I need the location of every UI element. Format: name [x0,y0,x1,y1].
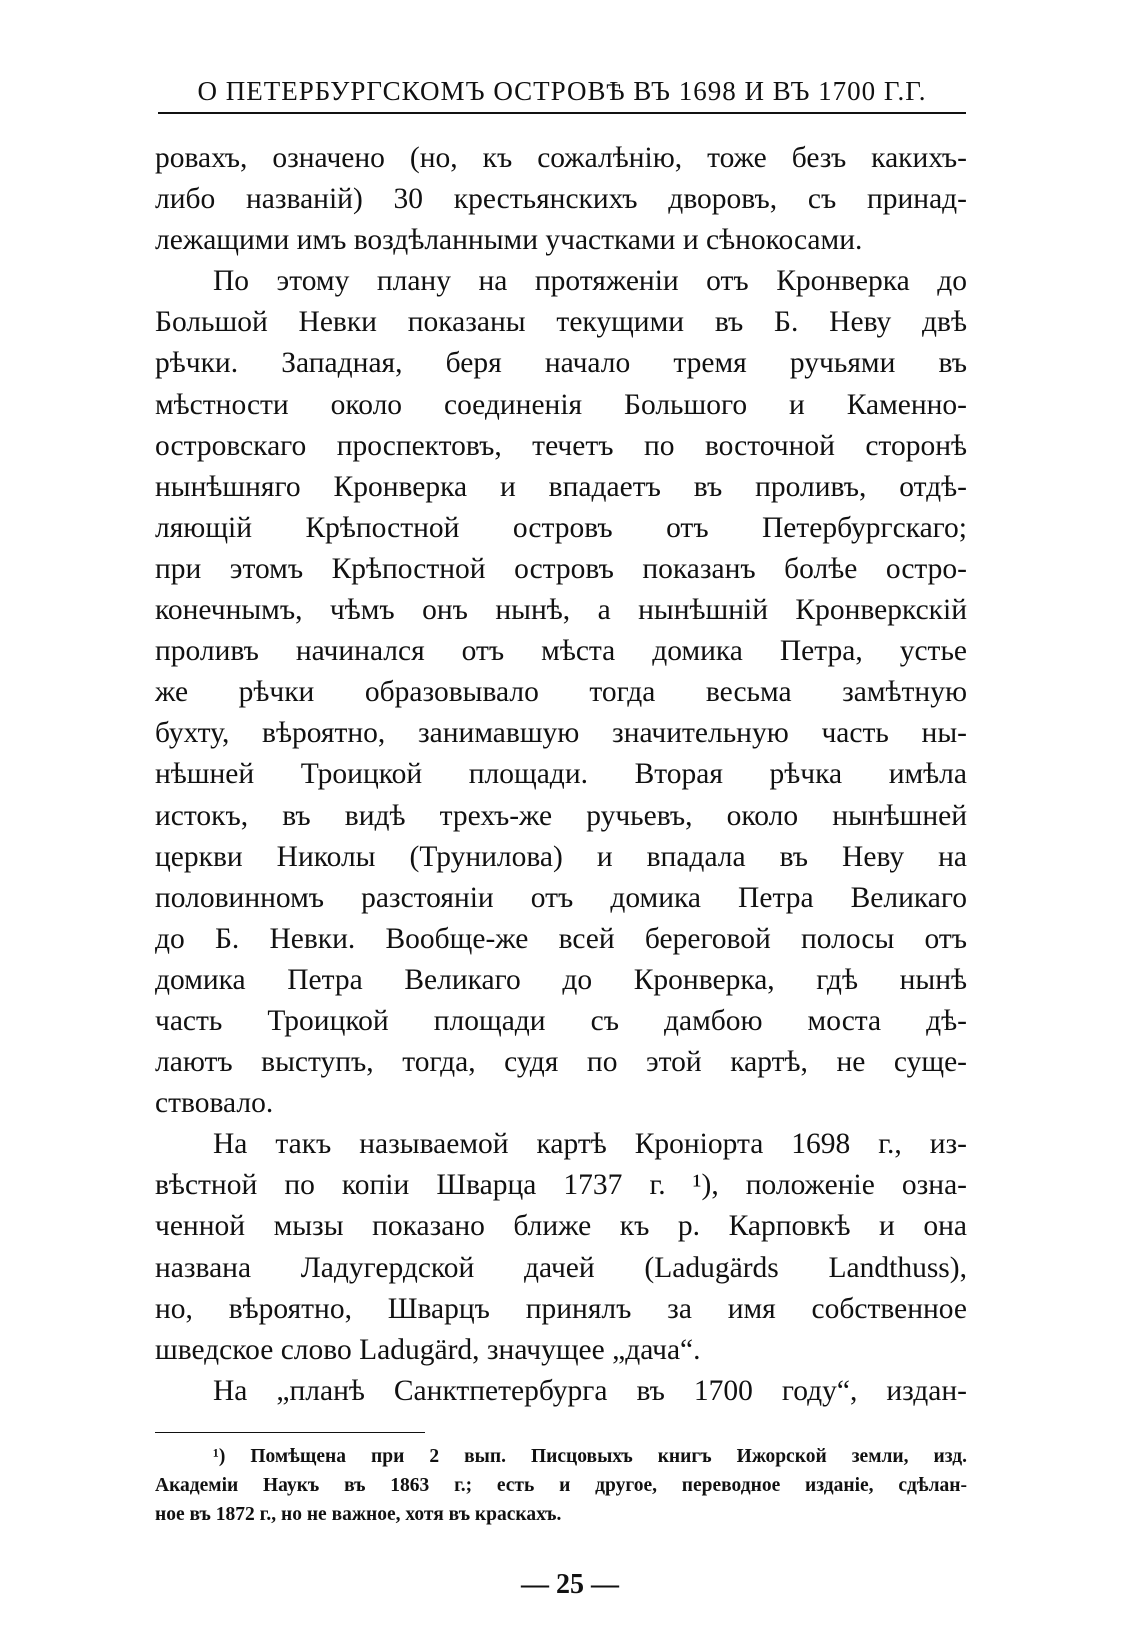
text-line: вѣстной по копіи Шварца 1737 г. ¹), положеніе озна- [155,1169,967,1202]
text-line: истокъ, въ видѣ трехъ-же ручьевъ, около нынѣшней [155,799,967,832]
paragraph-start-line: На „планѣ Санктпетербурга въ 1700 году“, издан- [213,1374,967,1407]
text-line: ствовало. [155,1087,274,1120]
text-line: ровахъ, означено (но, къ сожалѣнію, тоже безъ какихъ- [155,142,967,174]
text-line: лаютъ выступъ, тогда, судя по этой картѣ, не суще- [155,1046,967,1079]
text-line: Большой Невки показаны текущими въ Б. Неву двѣ [155,306,967,339]
footnote-line: ное въ 1872 г., но не важное, хотя въ краскахъ. [155,1504,562,1525]
paragraph-start-line: По этому плану на протяженіи отъ Кронверка до [213,265,967,298]
text-line: лежащими имъ воздѣланными участками и сѣнокосами. [155,224,863,257]
text-line: же рѣчки образовывало тогда весьма замѣтную [155,676,967,709]
text-line: до Б. Невки. Вообще-же всей береговой полосы отъ [155,922,967,955]
text-line: проливъ начинался отъ мѣста домика Петра, устье [155,635,967,668]
header-rule [158,112,966,114]
text-line: половинномъ разстояніи отъ домика Петра Великаго [155,881,967,914]
main-text [155,138,967,1412]
text-line: шведское слово Ladugärd, значущее „дача“. [155,1333,701,1366]
footnote [155,1442,967,1529]
text-line: названа Ладугердской дачей (Ladugärds Landthuss), [155,1251,967,1284]
text-line: либо названій) 30 крестьянскихъ дворовъ, съ принад- [155,183,967,216]
page-number: — 25 — [521,1569,619,1600]
paragraph-start-line: На такъ называемой картѣ Кроніорта 1698 г., из- [213,1128,967,1161]
footnote-rule [155,1432,425,1433]
footnote-line: Академіи Наукъ въ 1863 г.; есть и другое, переводное изданіе, сдѣлан- [155,1475,967,1496]
text-line: ченной мызы показано ближе къ р. Карповкѣ и она [155,1210,967,1243]
text-line: домика Петра Великаго до Кронверка, гдѣ нынѣ [155,963,967,996]
running-title: О ПЕТЕРБУРГСКОМЪ ОСТРОВѢ ВЪ 1698 И ВЪ 1700 Г.Г. [197,76,927,106]
text-line: ляющій Крѣпостной островъ отъ Петербургскаго; [155,511,967,544]
footnote-line: ¹) Помѣщена при 2 вып. Писцовыхъ книгъ Ижорской земли, изд. [213,1446,967,1467]
text-line: рѣчки. Западная, беря начало тремя ручьями въ [155,347,967,380]
text-line: конечнымъ, чѣмъ онъ нынѣ, а нынѣшній Кронверкскій [155,594,967,627]
text-line: при этомъ Крѣпостной островъ показанъ болѣе остро- [155,552,967,585]
text-line: но, вѣроятно, Шварцъ принялъ за имя собственное [155,1292,967,1325]
text-line: часть Троицкой площади съ дамбою моста дѣ- [155,1004,967,1037]
text-line: церкви Николы (Трунилова) и впадала въ Неву на [155,840,967,873]
text-line: нѣшней Троицкой площади. Вторая рѣчка имѣла [155,758,967,791]
text-line: нынѣшняго Кронверка и впадаетъ въ проливъ, отдѣ- [155,470,967,503]
text-line: мѣстности около соединенія Большого и Каменно- [155,388,967,421]
text-line: бухту, вѣроятно, занимавшую значительную часть ны- [155,717,967,750]
text-line: островскаго проспектовъ, течетъ по восточной сторонѣ [155,429,967,462]
